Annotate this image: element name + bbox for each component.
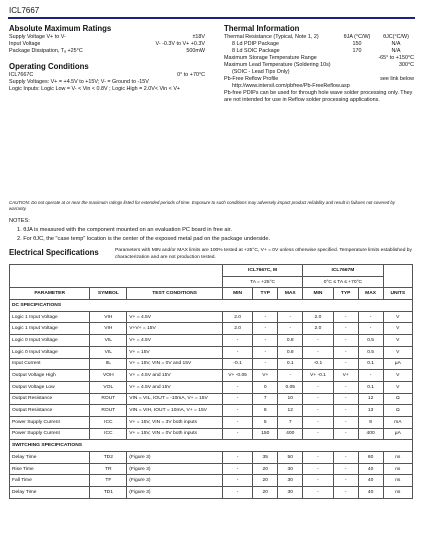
symbol-cell: TD2 xyxy=(90,452,127,464)
theta-jc-header: θJC(°C/W) xyxy=(383,34,409,40)
table-row xyxy=(10,358,413,370)
value-cell: V+ xyxy=(333,370,358,382)
value-cell: 2.0 xyxy=(222,311,252,323)
value-cell: 0.1 xyxy=(358,358,383,370)
symbol-cell: VIH xyxy=(90,323,127,335)
electrical-specs-title: Electrical Specifications xyxy=(9,248,99,257)
value-cell: 0.5 xyxy=(358,335,383,347)
symbol-cell: VOH xyxy=(90,370,127,382)
value-cell: - xyxy=(333,381,358,393)
units-cell: V xyxy=(383,381,412,393)
symbol-cell: ROUT xyxy=(90,393,127,405)
parameter-cell: Output Voltage High xyxy=(10,370,90,382)
units-cell: Ω xyxy=(383,393,412,405)
value-cell: 8 xyxy=(358,416,383,428)
value-cell: - xyxy=(303,346,333,358)
lead-temp-value: 300°C xyxy=(398,62,414,68)
symbol-cell: ICC xyxy=(90,428,127,440)
value-cell: 5 xyxy=(253,416,278,428)
supply-voltage-text: Supply Voltages: V+ = +4.5V to +15V; V- = Ground to -15V xyxy=(9,79,149,85)
value-cell: - xyxy=(333,358,358,370)
document-header: ICL7667 xyxy=(9,6,40,15)
table-row xyxy=(10,428,413,440)
col-header-typ: TYP xyxy=(333,288,358,300)
group-header-c: ICL7667C, M xyxy=(222,265,302,277)
test-conditions-cell: (Figure 3) xyxy=(127,487,223,499)
operating-row xyxy=(9,72,205,79)
parameter-cell: Output Resistance xyxy=(10,405,90,417)
operating-label: ICL7667C xyxy=(9,72,34,78)
col-header-typ: TYP xyxy=(253,288,278,300)
value-cell: - xyxy=(303,487,333,499)
parameter-cell: Logic 1 Input Voltage xyxy=(10,311,90,323)
value-cell: - xyxy=(358,323,383,335)
col-header-units: UNITS xyxy=(383,288,412,300)
value-cell: - xyxy=(222,346,252,358)
value-cell: - xyxy=(333,416,358,428)
symbol-cell: VIL xyxy=(90,335,127,347)
value-cell: 7 xyxy=(253,393,278,405)
section-label-switching: SWITCHING SPECIFICATIONS xyxy=(10,440,413,452)
value-cell: 400 xyxy=(278,428,303,440)
col-header-min: MIN xyxy=(303,288,333,300)
electrical-specs-description: Parameters with MIN and/or MAX limits are 100% tested at +25°C, V+ = 0V unless otherwise specified. Temperature limits established by characterization and are not production tested. xyxy=(115,248,412,260)
value-cell: - xyxy=(303,428,333,440)
pbfree-row xyxy=(224,76,414,83)
units-cell: μA xyxy=(383,428,412,440)
parameter-cell: Delay Time xyxy=(10,452,90,464)
pdip-note: Pb-free PDIPs can be used for through hole wave solder processing only. They are not intended for use in Reflow solder processing applications. xyxy=(224,90,413,103)
abs-max-row xyxy=(9,41,205,48)
value-cell: 12 xyxy=(278,405,303,417)
table-row xyxy=(10,463,413,475)
table-row xyxy=(10,475,413,487)
value-cell: - xyxy=(333,463,358,475)
value-cell: 40 xyxy=(358,463,383,475)
value-cell: V+ -0.05 xyxy=(222,370,252,382)
value-cell: 0.1 xyxy=(358,381,383,393)
col-header-parameter: PARAMETER xyxy=(10,288,90,300)
thermal-package-list xyxy=(224,41,414,55)
notes-section xyxy=(9,217,413,244)
test-conditions-cell: (Figure 3) xyxy=(127,463,223,475)
symbol-cell: TR xyxy=(90,463,127,475)
thermal-title: Thermal Information xyxy=(224,24,300,33)
parameter-cell: Rise Time xyxy=(10,463,90,475)
value-cell: 20 xyxy=(253,475,278,487)
value-cell: - xyxy=(222,393,252,405)
test-conditions-cell: VIN = VIL, IOUT = -10mA, V+ = 15V xyxy=(127,393,223,405)
value-cell: 20 xyxy=(253,487,278,499)
symbol-cell: TD1 xyxy=(90,487,127,499)
col-header-symbol: SYMBOL xyxy=(90,288,127,300)
value-cell: 13 xyxy=(358,405,383,417)
left-column xyxy=(9,25,205,93)
symbol-cell: IIL xyxy=(90,358,127,370)
value-cell: - xyxy=(333,475,358,487)
value-cell: - xyxy=(253,335,278,347)
value-cell: - xyxy=(222,428,252,440)
right-column xyxy=(224,25,414,104)
theta-ja-header: θJA (°C/W) xyxy=(343,34,371,40)
col-header-max: MAX xyxy=(358,288,383,300)
value-cell: - xyxy=(333,335,358,347)
table-row xyxy=(10,416,413,428)
col-header-min: MIN xyxy=(222,288,252,300)
blank-header-cell xyxy=(10,276,223,288)
parameter-cell: Power Supply Current xyxy=(10,428,90,440)
value-cell: - xyxy=(303,405,333,417)
test-conditions-cell: (Figure 3) xyxy=(127,452,223,464)
blank-header-cell xyxy=(383,276,412,288)
table-row xyxy=(10,335,413,347)
units-cell: V xyxy=(383,323,412,335)
value-cell: 7 xyxy=(278,416,303,428)
abs-max-title: Absolute Maximum Ratings xyxy=(9,24,112,33)
value-cell: - xyxy=(333,428,358,440)
value-cell: 0.1 xyxy=(278,358,303,370)
test-conditions-cell: V+ = 15V, VIN = 3V both inputs xyxy=(127,416,223,428)
symbol-cell: ICC xyxy=(90,416,127,428)
abs-max-label: Input Voltage xyxy=(9,41,41,47)
units-cell: Ω xyxy=(383,405,412,417)
test-conditions-cell: V+ = 15V xyxy=(127,346,223,358)
thermal-resistance-label: Thermal Resistance (Typical, Note 1, 2) xyxy=(224,34,319,40)
symbol-cell: TF xyxy=(90,475,127,487)
symbol-cell: VOL xyxy=(90,381,127,393)
pbfree-link[interactable]: http://www.intersil.com/pbfree/Pb-FreeReflow.asp xyxy=(232,83,350,89)
value-cell: 30 xyxy=(278,487,303,499)
units-cell: μA xyxy=(383,358,412,370)
value-cell: 60 xyxy=(358,452,383,464)
thermal-package-row xyxy=(224,48,414,55)
value-cell: 0.8 xyxy=(278,335,303,347)
parameter-cell: Logic 1 Input Voltage xyxy=(10,323,90,335)
parameter-cell: Input Current xyxy=(10,358,90,370)
value-cell: V+ -0.1 xyxy=(303,370,333,382)
value-cell: - xyxy=(333,323,358,335)
storage-temp-label: Maximum Storage Temperature Range xyxy=(224,55,317,61)
notes-title: NOTES: xyxy=(9,218,30,224)
value-cell: 400 xyxy=(358,428,383,440)
table-row xyxy=(10,346,413,358)
value-cell: - xyxy=(333,487,358,499)
value-cell: - xyxy=(222,487,252,499)
value-cell: - xyxy=(253,346,278,358)
value-cell: -0.1 xyxy=(303,358,333,370)
abs-max-label: Package Dissipation, Tₐ +25°C xyxy=(9,48,83,54)
value-cell: - xyxy=(278,323,303,335)
table-row xyxy=(10,405,413,417)
value-cell: - xyxy=(222,463,252,475)
note-1: 1. θJA is measured with the component mounted on an evaluation PC board in free air. xyxy=(17,227,232,233)
value-cell: 8 xyxy=(253,405,278,417)
test-conditions-cell: V+V+ = 15V xyxy=(127,323,223,335)
abs-max-list xyxy=(9,34,205,55)
value-cell: 35 xyxy=(253,452,278,464)
pbfree-label: Pb-Free Reflow Profile xyxy=(224,76,279,82)
value-cell: - xyxy=(222,452,252,464)
electrical-specs-table xyxy=(9,264,413,499)
value-cell: 0.05 xyxy=(278,381,303,393)
value-cell: - xyxy=(303,475,333,487)
units-cell: V xyxy=(383,370,412,382)
value-cell: - xyxy=(303,452,333,464)
theta-jc-value: N/A xyxy=(391,41,401,47)
value-cell: - xyxy=(333,311,358,323)
lead-temp-label: Maximum Lead Temperature (Soldering 10s) xyxy=(224,62,331,68)
value-cell: - xyxy=(303,463,333,475)
table-row xyxy=(10,393,413,405)
value-cell: - xyxy=(303,416,333,428)
value-cell: - xyxy=(222,475,252,487)
blank-header-cell xyxy=(10,265,223,277)
value-cell: - xyxy=(278,370,303,382)
theta-jc-value: N/A xyxy=(391,48,401,54)
units-cell: V xyxy=(383,346,412,358)
lead-temp-note: (SOIC - Lead Tips Only) xyxy=(232,69,290,75)
test-conditions-cell: V+ = 4.5V xyxy=(127,335,223,347)
parameter-cell: Output Voltage Low xyxy=(10,381,90,393)
units-cell: ns xyxy=(383,475,412,487)
value-cell: 30 xyxy=(278,475,303,487)
table-row xyxy=(10,311,413,323)
test-conditions-cell: V+ = 4.5V and 15V xyxy=(127,370,223,382)
theta-ja-value: 170 xyxy=(352,48,362,54)
abs-max-label: Supply Voltage V+ to V- xyxy=(9,34,66,40)
value-cell: - xyxy=(303,381,333,393)
thermal-header-row xyxy=(224,34,414,41)
table-row xyxy=(10,452,413,464)
parameter-cell: Output Resistance xyxy=(10,393,90,405)
value-cell: - xyxy=(222,381,252,393)
table-row xyxy=(10,323,413,335)
operating-list xyxy=(9,72,205,79)
table-row xyxy=(10,487,413,499)
table-row xyxy=(10,381,413,393)
value-cell: - xyxy=(358,370,383,382)
section-row-switching xyxy=(10,440,413,452)
value-cell: - xyxy=(333,405,358,417)
value-cell: - xyxy=(253,323,278,335)
value-cell: 50 xyxy=(278,452,303,464)
symbol-cell: VIH xyxy=(90,311,127,323)
value-cell: - xyxy=(333,452,358,464)
thermal-package-row xyxy=(224,41,414,48)
parameter-cell: Power Supply Current xyxy=(10,416,90,428)
value-cell: 150 xyxy=(253,428,278,440)
table-row xyxy=(10,370,413,382)
value-cell: - xyxy=(358,311,383,323)
temp-header-m: 0°C ≤ TA ≤ +70°C xyxy=(303,276,383,288)
col-header-test: TEST CONDITIONS xyxy=(127,288,223,300)
parameter-cell: Delay Time xyxy=(10,487,90,499)
value-cell: - xyxy=(333,346,358,358)
note-2: 2. For θJC, the "case temp" location is the center of the exposed metal pad on the package underside. xyxy=(17,236,271,242)
section-label-dc: DC SPECIFICATIONS xyxy=(10,300,413,312)
package-label: 8 Ld PDIP Package xyxy=(232,41,279,47)
units-cell: ns xyxy=(383,487,412,499)
section-row-dc xyxy=(10,300,413,312)
units-cell: ns xyxy=(383,452,412,464)
header-rule xyxy=(8,17,415,19)
pbfree-value: see link below xyxy=(380,76,414,82)
group-header-m: ICL7667M xyxy=(303,265,383,277)
units-cell: mA xyxy=(383,416,412,428)
abs-max-row xyxy=(9,48,205,55)
test-conditions-cell: V+ = 15V, VIN = 0V both inputs xyxy=(127,428,223,440)
value-cell: - xyxy=(303,393,333,405)
package-label: 8 Ld SOIC Package xyxy=(232,48,280,54)
units-cell: ns xyxy=(383,463,412,475)
value-cell: - xyxy=(222,416,252,428)
value-cell: - xyxy=(278,311,303,323)
value-cell: 0 xyxy=(253,381,278,393)
spec-body xyxy=(10,300,413,499)
value-cell: 30 xyxy=(278,463,303,475)
value-cell: - xyxy=(253,311,278,323)
lead-temp-row xyxy=(224,62,414,69)
storage-temp-value: -65° to +150°C xyxy=(378,55,414,61)
value-cell: 10 xyxy=(278,393,303,405)
parameter-cell: Logic 0 Input Voltage xyxy=(10,335,90,347)
logic-inputs-text: Logic Inputs: Logic Low = V- < Vin < 0.8V ; Logic High = 2.0V< Vin < V+ xyxy=(9,86,181,92)
units-cell: V xyxy=(383,311,412,323)
abs-max-value: ±18V xyxy=(192,34,205,40)
value-cell: 12 xyxy=(358,393,383,405)
value-cell: - xyxy=(333,393,358,405)
value-cell: 2.0 xyxy=(303,311,333,323)
blank-header-cell xyxy=(383,265,412,277)
abs-max-value: 500mW xyxy=(186,48,205,54)
test-conditions-cell: V+ = 15V, VIN = 0V and 15V xyxy=(127,358,223,370)
value-cell: - xyxy=(222,335,252,347)
value-cell: 2.0 xyxy=(222,323,252,335)
abs-max-row xyxy=(9,34,205,41)
theta-ja-value: 150 xyxy=(352,41,362,47)
col-header-max: MAX xyxy=(278,288,303,300)
value-cell: 0.5 xyxy=(358,346,383,358)
symbol-cell: ROUT xyxy=(90,405,127,417)
value-cell: - xyxy=(253,358,278,370)
units-cell: V xyxy=(383,335,412,347)
caution-text: CAUTION: Do not operate at or near the maximum ratings listed for extended periods of time. Exposure to such conditions may adversely impact product reliability and result in failures not covered by warranty. xyxy=(9,200,396,211)
value-cell: V+ xyxy=(253,370,278,382)
abs-max-value: V- -0.3V to V+ +0.3V xyxy=(155,41,205,47)
operating-value: 0° to +70°C xyxy=(177,72,205,78)
test-conditions-cell: (Figure 3) xyxy=(127,475,223,487)
parameter-cell: Logic 0 Input Voltage xyxy=(10,346,90,358)
value-cell: 2.0 xyxy=(303,323,333,335)
storage-temp-row xyxy=(224,55,414,62)
parameter-cell: Fall Time xyxy=(10,475,90,487)
temp-header-c: TA = +25°C xyxy=(222,276,302,288)
value-cell: 40 xyxy=(358,487,383,499)
test-conditions-cell: V+ = 4.5V xyxy=(127,311,223,323)
operating-title: Operating Conditions xyxy=(9,62,89,71)
value-cell: - xyxy=(303,335,333,347)
test-conditions-cell: VIN = VIH, IOUT = 10mA, V+ = 15V xyxy=(127,405,223,417)
value-cell: 40 xyxy=(358,475,383,487)
value-cell: 0.8 xyxy=(278,346,303,358)
value-cell: -0.1 xyxy=(222,358,252,370)
value-cell: - xyxy=(222,405,252,417)
value-cell: 20 xyxy=(253,463,278,475)
symbol-cell: VIL xyxy=(90,346,127,358)
test-conditions-cell: V+ = 4.5V and 15V xyxy=(127,381,223,393)
